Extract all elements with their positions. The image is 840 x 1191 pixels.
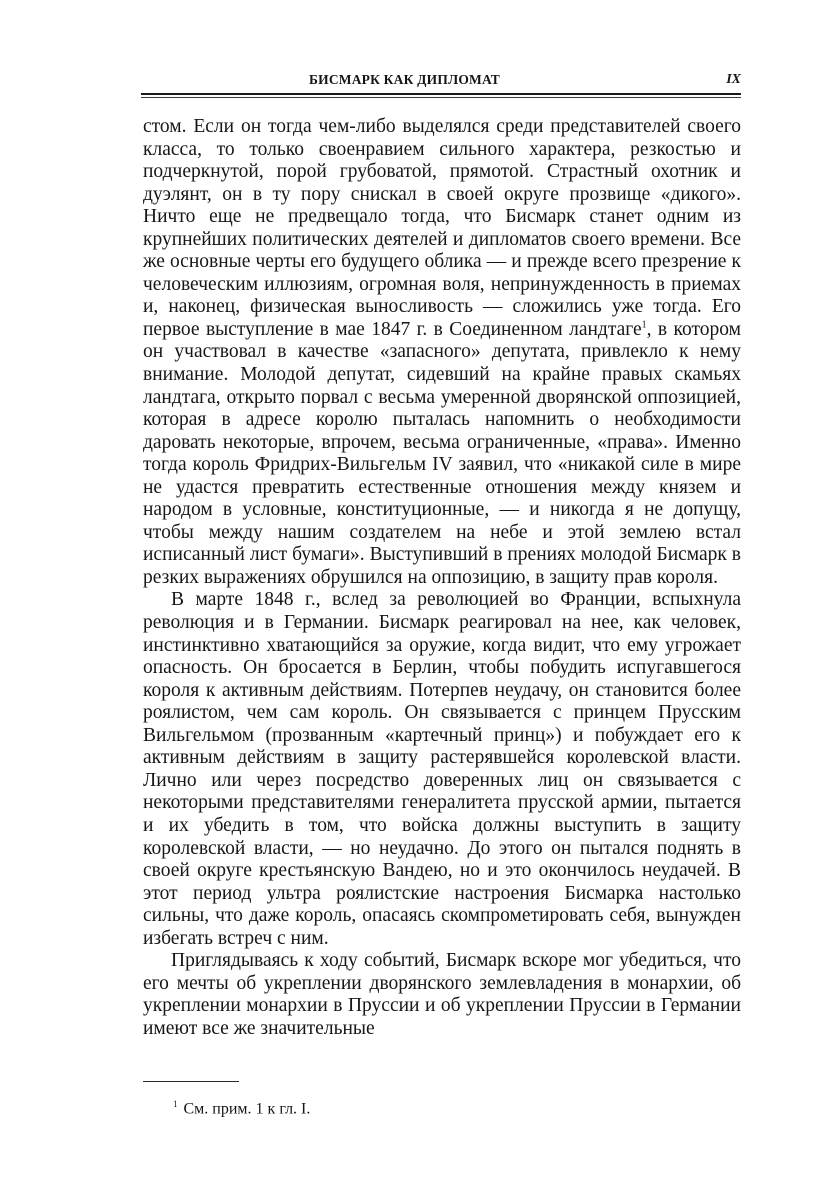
header-rule-thin [141,97,741,98]
footnote-rule [143,1081,239,1082]
main-text [143,116,741,1040]
footnote [173,1094,310,1119]
page-number: IX [726,72,741,87]
running-head [141,62,741,96]
footnote-reference: 1 [641,319,647,331]
running-title: БИСМАРК КАК ДИПЛОМАТ [309,72,500,87]
header-rule-thick [141,93,741,95]
paragraph-1 [143,116,741,589]
footnote-text: См. прим. 1 к гл. I. [183,1100,311,1118]
paragraph-1-text: стом. Если он тогда чем-либо выделялся среди представителей своего класса, то только своенравием сильного характера, резкостью и подчеркнутой, порой грубоватой, прямотой. Страстный охотник и дуэлянт, он в ту пору снискал в своей округе прозвище «дикого». Ничто еще не предвещало тогда, что Бисмарк станет одним из крупнейших политических деятелей и дипломатов своего времени. Все же основные черты его будущего облика — и прежде всего презрение к человеческим иллюзиям, огромная воля, непринужденность в приемах и, наконец, физическая выносливость — сложились уже тогда. Его первое выступление в мае 1847 г. в Соединенном ландтаге [143,116,741,340]
paragraph-1-continuation: , в котором он участвовал в качестве «запасного» депутата, привлекло к нему внимание. Молодой депутат, сидевший на крайне правых скамьях ландтага, открыто порвал с весьма умеренной дворянской оппозицией, которая в адресе королю пыталась напомнить о необходимости даровать некоторые, впрочем, весьма ограниченные, «права». Именно тогда король Фридрих-Вильгельм IV заявил, что «никакой силе в мире не удастся превратить естественные отношения между князем и народом в условные, конституционные, — и никогда я не допущу, чтобы между нашим создателем на небе и этой землею встал исписанный лист бумаги». Выступивший в прениях молодой Бисмарк в резких выражениях обрушился на оппозицию, в защиту прав короля. [143,318,741,588]
footnote-mark: 1 [173,1099,178,1109]
paragraph-2: В марте 1848 г., вслед за революцией во Франции, вспыхнула революция и в Германии. Бисмарк реагировал на нее, как человек, инстинктивно хватающийся за оружие, когда видит, что ему угрожает опасность. Он бросается в Берлин, чтобы побудить испугавшегося короля к активным действиям. Потерпев неудачу, он становится более роялистом, чем сам король. Он связывается с принцем Прусским Вильгельмом (прозванным «картечный принц») и побуждает его к активным действиям в защиту растерявшейся королевской власти. Лично или через посредство доверенных лиц он связывается с некоторыми представителями генералитета прусской армии, пытается и их убедить в том, что войска должны выступить в защиту королевской власти, — но неудачно. До этого он пытался поднять в своей округе крестьянскую Вандею, но и это окончилось неудачей. В этот период ультра роялистские настроения Бисмарка настолько сильны, что даже король, опасаясь скомпрометировать себя, вынужден избегать встреч с ним. [143,589,741,949]
paragraph-3: Приглядываясь к ходу событий, Бисмарк вскоре мог убедиться, что его мечты об укреплении дворянского землевладения в монархии, об укреплении монархии в Пруссии и об укреплении Пруссии в Германии имеют все же значительные [143,950,741,1039]
